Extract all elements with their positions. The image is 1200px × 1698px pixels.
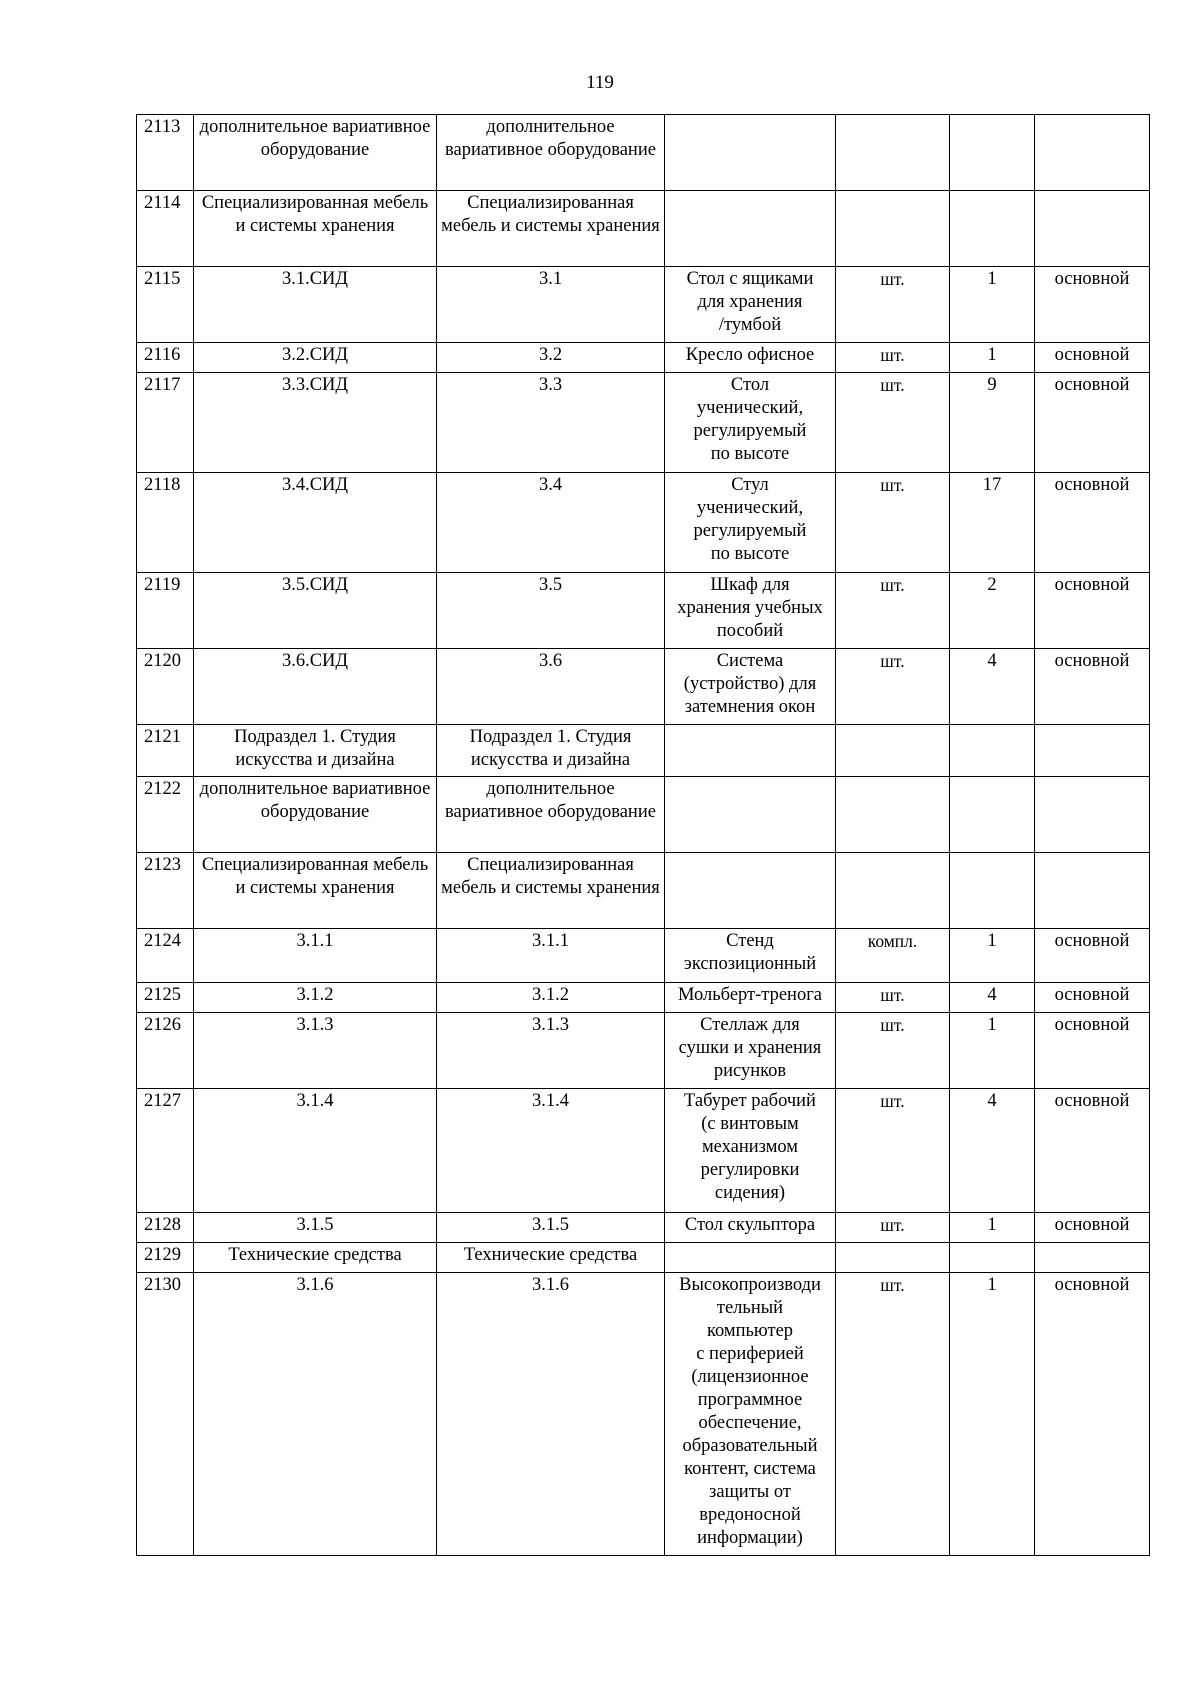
code-alt-cell: 3.2	[437, 343, 665, 373]
code-cell: дополнительное вариативное оборудование	[194, 115, 437, 191]
code-cell: 3.1.1	[194, 929, 437, 983]
unit-cell	[836, 725, 950, 777]
quantity-cell: 9	[950, 373, 1035, 473]
code-cell: 3.5.СИД	[194, 573, 437, 649]
row-number: 2130	[137, 1273, 194, 1556]
code-cell: дополнительное вариативное оборудование	[194, 777, 437, 853]
row-number: 2114	[137, 191, 194, 267]
unit-cell	[836, 1243, 950, 1273]
unit-cell	[836, 853, 950, 929]
item-name-cell	[665, 725, 836, 777]
quantity-cell: 1	[950, 267, 1035, 343]
unit-cell: шт.	[836, 573, 950, 649]
code-alt-cell: 3.3	[437, 373, 665, 473]
row-number: 2116	[137, 343, 194, 373]
quantity-cell: 1	[950, 1013, 1035, 1089]
code-alt-cell: Технические средства	[437, 1243, 665, 1273]
item-name-cell: Высокопроизводи тельный компьютер с периферией (лицензионное программное обеспечение, образовательный контент, система защиты от вредоносной информации)	[665, 1273, 836, 1556]
code-cell: 3.6.СИД	[194, 649, 437, 725]
code-cell: 3.1.3	[194, 1013, 437, 1089]
table-row	[137, 473, 1150, 573]
unit-cell: шт.	[836, 1213, 950, 1243]
code-alt-cell: дополнительное вариативное оборудование	[437, 115, 665, 191]
unit-cell: шт.	[836, 649, 950, 725]
table-row	[137, 573, 1150, 649]
unit-cell	[836, 191, 950, 267]
quantity-cell: 2	[950, 573, 1035, 649]
code-cell: 3.1.6	[194, 1273, 437, 1556]
table-row	[137, 115, 1150, 191]
quantity-cell: 1	[950, 1213, 1035, 1243]
code-alt-cell: 3.6	[437, 649, 665, 725]
code-cell: 3.4.СИД	[194, 473, 437, 573]
table-row	[137, 373, 1150, 473]
unit-cell: шт.	[836, 1089, 950, 1213]
type-cell: основной	[1035, 1089, 1150, 1213]
row-number: 2115	[137, 267, 194, 343]
row-number: 2124	[137, 929, 194, 983]
type-cell: основной	[1035, 343, 1150, 373]
type-cell: основной	[1035, 1273, 1150, 1556]
row-number: 2125	[137, 983, 194, 1013]
item-name-cell: Стол скульптора	[665, 1213, 836, 1243]
type-cell	[1035, 777, 1150, 853]
item-name-cell: Система (устройство) для затемнения окон	[665, 649, 836, 725]
equipment-table	[136, 114, 1150, 1556]
code-alt-cell: 3.1.1	[437, 929, 665, 983]
table-row	[137, 1243, 1150, 1273]
item-name-cell: Стол с ящиками для хранения /тумбой	[665, 267, 836, 343]
item-name-cell: Стул ученический, регулируемый по высоте	[665, 473, 836, 573]
code-alt-cell: 3.1.4	[437, 1089, 665, 1213]
quantity-cell: 4	[950, 649, 1035, 725]
row-number: 2129	[137, 1243, 194, 1273]
row-number: 2121	[137, 725, 194, 777]
quantity-cell: 4	[950, 983, 1035, 1013]
table-row	[137, 777, 1150, 853]
table-row	[137, 853, 1150, 929]
code-alt-cell: 3.1	[437, 267, 665, 343]
type-cell: основной	[1035, 573, 1150, 649]
item-name-cell	[665, 191, 836, 267]
item-name-cell	[665, 115, 836, 191]
item-name-cell: Табурет рабочий (с винтовым механизмом регулировки сидения)	[665, 1089, 836, 1213]
row-number: 2117	[137, 373, 194, 473]
table-row	[137, 725, 1150, 777]
unit-cell: шт.	[836, 373, 950, 473]
unit-cell: шт.	[836, 1013, 950, 1089]
code-alt-cell: Специализированная мебель и системы хранения	[437, 191, 665, 267]
code-alt-cell: 3.1.3	[437, 1013, 665, 1089]
code-alt-cell: 3.5	[437, 573, 665, 649]
code-cell: 3.2.СИД	[194, 343, 437, 373]
quantity-cell: 1	[950, 343, 1035, 373]
code-cell: 3.1.5	[194, 1213, 437, 1243]
table-row	[137, 343, 1150, 373]
item-name-cell: Мольберт-тренога	[665, 983, 836, 1013]
unit-cell: шт.	[836, 1273, 950, 1556]
type-cell	[1035, 853, 1150, 929]
code-cell: 3.3.СИД	[194, 373, 437, 473]
item-name-cell	[665, 853, 836, 929]
table-row	[137, 1213, 1150, 1243]
code-alt-cell: Подраздел 1. Студия искусства и дизайна	[437, 725, 665, 777]
code-cell: 3.1.СИД	[194, 267, 437, 343]
quantity-cell	[950, 115, 1035, 191]
unit-cell: компл.	[836, 929, 950, 983]
type-cell: основной	[1035, 649, 1150, 725]
type-cell: основной	[1035, 1013, 1150, 1089]
row-number: 2118	[137, 473, 194, 573]
quantity-cell	[950, 853, 1035, 929]
quantity-cell: 1	[950, 1273, 1035, 1556]
quantity-cell: 17	[950, 473, 1035, 573]
code-alt-cell: 3.4	[437, 473, 665, 573]
type-cell	[1035, 115, 1150, 191]
row-number: 2128	[137, 1213, 194, 1243]
type-cell: основной	[1035, 373, 1150, 473]
type-cell: основной	[1035, 267, 1150, 343]
item-name-cell: Стенд экспозиционный	[665, 929, 836, 983]
type-cell	[1035, 725, 1150, 777]
quantity-cell	[950, 725, 1035, 777]
unit-cell: шт.	[836, 343, 950, 373]
row-number: 2126	[137, 1013, 194, 1089]
table-row	[137, 649, 1150, 725]
code-alt-cell: 3.1.2	[437, 983, 665, 1013]
table-row	[137, 983, 1150, 1013]
table-row	[137, 267, 1150, 343]
code-cell: 3.1.2	[194, 983, 437, 1013]
table-row	[137, 1089, 1150, 1213]
table-row	[137, 1273, 1150, 1556]
item-name-cell: Шкаф для хранения учебных пособий	[665, 573, 836, 649]
type-cell: основной	[1035, 983, 1150, 1013]
row-number: 2123	[137, 853, 194, 929]
code-cell: Специализированная мебель и системы хранения	[194, 191, 437, 267]
item-name-cell: Кресло офисное	[665, 343, 836, 373]
code-alt-cell: 3.1.6	[437, 1273, 665, 1556]
row-number: 2113	[137, 115, 194, 191]
code-alt-cell: 3.1.5	[437, 1213, 665, 1243]
code-cell: 3.1.4	[194, 1089, 437, 1213]
item-name-cell	[665, 1243, 836, 1273]
quantity-cell	[950, 1243, 1035, 1273]
row-number: 2120	[137, 649, 194, 725]
unit-cell: шт.	[836, 983, 950, 1013]
code-cell: Технические средства	[194, 1243, 437, 1273]
code-alt-cell: Специализированная мебель и системы хранения	[437, 853, 665, 929]
type-cell	[1035, 1243, 1150, 1273]
code-cell: Специализированная мебель и системы хранения	[194, 853, 437, 929]
page-number: 119	[586, 72, 614, 93]
quantity-cell: 4	[950, 1089, 1035, 1213]
row-number: 2127	[137, 1089, 194, 1213]
type-cell: основной	[1035, 473, 1150, 573]
quantity-cell: 1	[950, 929, 1035, 983]
table-row	[137, 1013, 1150, 1089]
type-cell: основной	[1035, 929, 1150, 983]
item-name-cell: Стеллаж для сушки и хранения рисунков	[665, 1013, 836, 1089]
quantity-cell	[950, 777, 1035, 853]
row-number: 2122	[137, 777, 194, 853]
unit-cell	[836, 777, 950, 853]
unit-cell	[836, 115, 950, 191]
table-row	[137, 191, 1150, 267]
unit-cell: шт.	[836, 473, 950, 573]
quantity-cell	[950, 191, 1035, 267]
item-name-cell	[665, 777, 836, 853]
code-alt-cell: дополнительное вариативное оборудование	[437, 777, 665, 853]
unit-cell: шт.	[836, 267, 950, 343]
item-name-cell: Стол ученический, регулируемый по высоте	[665, 373, 836, 473]
type-cell	[1035, 191, 1150, 267]
table-row	[137, 929, 1150, 983]
code-cell: Подраздел 1. Студия искусства и дизайна	[194, 725, 437, 777]
row-number: 2119	[137, 573, 194, 649]
type-cell: основной	[1035, 1213, 1150, 1243]
